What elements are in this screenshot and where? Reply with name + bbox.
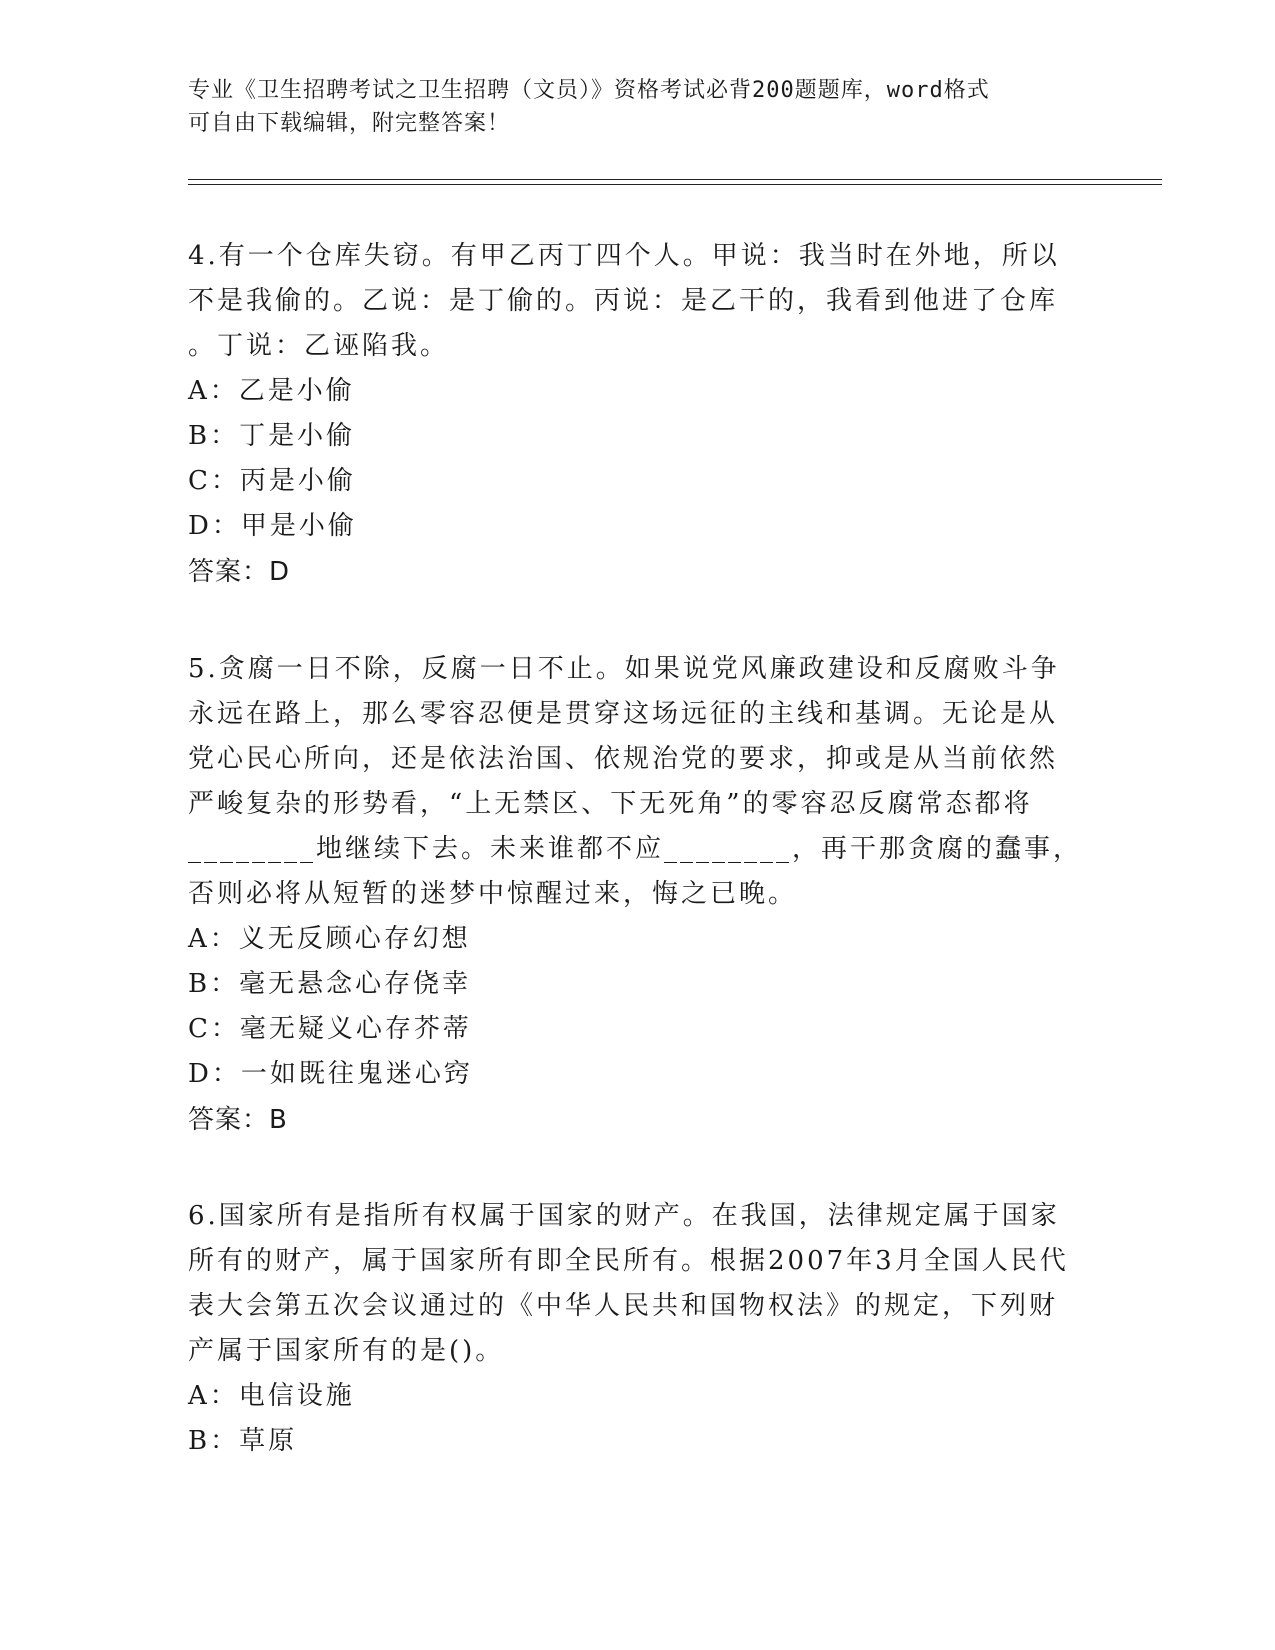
option-a: A：义无反顾心存幻想 bbox=[188, 924, 471, 954]
question-stem bbox=[188, 1194, 1088, 1374]
option-c: C：丙是小偷 bbox=[188, 466, 356, 496]
header-divider-bottom bbox=[188, 184, 1162, 185]
stem-line: 。丁说：乙诬陷我。 bbox=[188, 331, 450, 361]
question-stem bbox=[188, 234, 1088, 369]
option-b: B：毫无悬念心存侥幸 bbox=[188, 969, 472, 999]
answer-line: 答案：B bbox=[188, 1105, 288, 1135]
question-4 bbox=[188, 234, 1088, 595]
stem-line: 5.贪腐一日不除，反腐一日不止。如果说党风廉政建设和反腐败斗争 bbox=[188, 654, 1060, 684]
stem-line: 严峻复杂的形势看，“上无禁区、下无死角”的零容忍反腐常态都将 bbox=[188, 789, 1033, 819]
stem-line: 党心民心所向，还是依法治国、依规治党的要求，抑或是从当前依然 bbox=[188, 744, 1059, 774]
option-c: C：毫无疑义心存芥蒂 bbox=[188, 1014, 472, 1044]
option-b: B：草原 bbox=[188, 1426, 298, 1456]
stem-line: 不是我偷的。乙说：是丁偷的。丙说：是乙干的，我看到他进了仓库 bbox=[188, 286, 1059, 316]
option-a: A：电信设施 bbox=[188, 1381, 355, 1411]
stem-line: 6.国家所有是指所有权属于国家的财产。在我国，法律规定属于国家 bbox=[188, 1201, 1060, 1231]
header-line-2: 可自由下载编辑，附完整答案！ bbox=[188, 111, 511, 136]
answer-line: 答案：D bbox=[188, 557, 291, 587]
document-header bbox=[188, 74, 1068, 140]
option-a: A：乙是小偷 bbox=[188, 376, 355, 406]
header-divider-top bbox=[188, 179, 1162, 180]
question-6 bbox=[188, 1194, 1088, 1464]
stem-line: 所有的财产，属于国家所有即全民所有。根据2007年3月全国人民代 bbox=[188, 1246, 1069, 1276]
header-line-1: 专业《卫生招聘考试之卫生招聘（文员）》资格考试必背200题题库，word格式 bbox=[188, 78, 990, 103]
option-d: D：甲是小偷 bbox=[188, 511, 357, 541]
stem-line: 表大会第五次会议通过的《中华人民共和国物权法》的规定，下列财 bbox=[188, 1291, 1059, 1321]
stem-line: 永远在路上，那么零容忍便是贯穿这场远征的主线和基调。无论是从 bbox=[188, 699, 1059, 729]
question-stem bbox=[188, 647, 1088, 917]
option-d: D：一如既往鬼迷心窍 bbox=[188, 1059, 473, 1089]
stem-line: 产属于国家所有的是()。 bbox=[188, 1336, 505, 1366]
stem-line: 4.有一个仓库失窃。有甲乙丙丁四个人。甲说：我当时在外地，所以 bbox=[188, 241, 1060, 271]
stem-line: ________地继续下去。未来谁都不应________，再干那贪腐的蠢事， bbox=[188, 834, 1083, 864]
option-b: B：丁是小偷 bbox=[188, 421, 356, 451]
stem-line: 否则必将从短暂的迷梦中惊醒过来，悔之已晚。 bbox=[188, 879, 798, 909]
question-5 bbox=[188, 647, 1088, 1143]
